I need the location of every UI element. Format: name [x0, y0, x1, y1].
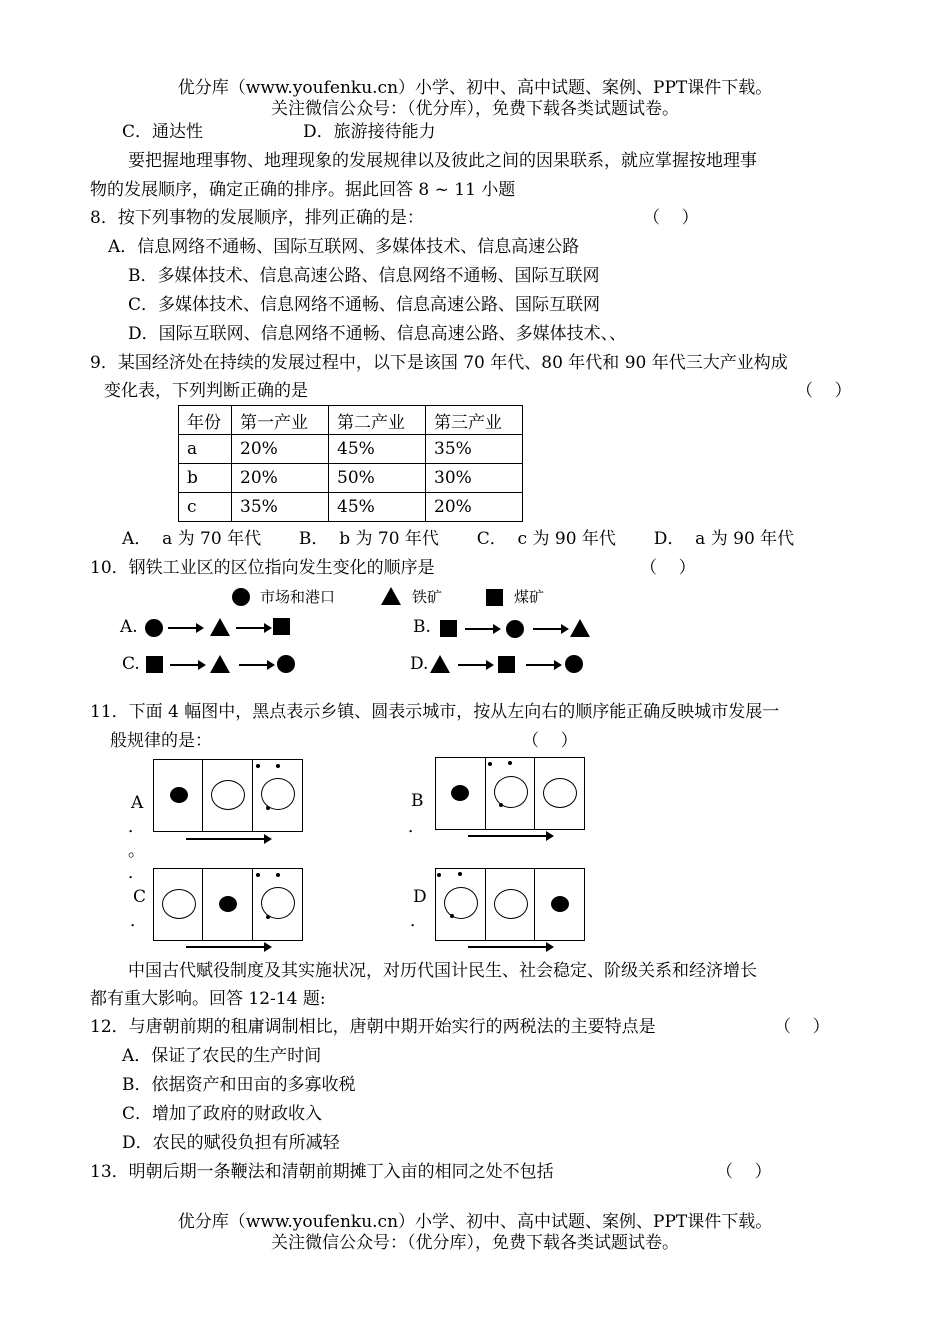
arrow-icon [186, 946, 270, 948]
q11-option-c-label: C [133, 887, 147, 907]
square-coal-icon [486, 589, 503, 606]
q10-option-a-label: A. [120, 617, 138, 637]
page-header-line1: 优分库（www.youfenku.cn）小学、初中、高中试题、案例、PPT课件下载。 [177, 78, 773, 98]
circle-market-icon [232, 588, 250, 606]
arrow-icon [239, 664, 273, 666]
page-footer-line1: 优分库（www.youfenku.cn）小学、初中、高中试题、案例、PPT课件下载。 [177, 1212, 773, 1232]
circle-market-icon [145, 619, 163, 637]
q10-option-c-label: C. [122, 654, 140, 674]
table-row [179, 464, 523, 493]
town-dot-icon [458, 872, 462, 876]
city-circle-icon [162, 889, 196, 919]
town-dot-icon [451, 785, 469, 801]
town-dot-icon [551, 896, 569, 912]
table-header-cell: 第二产业 [329, 406, 426, 435]
city-circle-icon [261, 887, 295, 919]
table-cell: 45% [329, 435, 426, 464]
q11-dot: ． [408, 817, 425, 837]
q11-option-a-label: A [131, 793, 144, 813]
q9-stem-line1: 9．某国经济处在持续的发展过程中，以下是该国 70 年代、80 年代和 90 年代三大产业构成 [90, 353, 788, 373]
q11-dot: ． [130, 911, 147, 931]
table-cell: 35% [232, 493, 329, 522]
q11-answer-paren: （ ） [522, 731, 578, 751]
legend-market-label: 市场和港口 [260, 588, 336, 606]
arrow-icon [458, 664, 492, 666]
prev-option-c: C．通达性 [122, 122, 204, 142]
town-dot-icon [499, 803, 503, 807]
q10-answer-paren: （ ） [640, 558, 696, 578]
triangle-iron-icon [210, 618, 230, 636]
table-cell: 35% [426, 435, 523, 464]
q12-option-b: B．依据资产和田亩的多寡收税 [122, 1075, 356, 1095]
town-dot-icon [219, 896, 237, 912]
triangle-iron-icon [210, 655, 230, 673]
q11-option-d-label: D [413, 887, 427, 907]
q10-stem: 10．钢铁工业区的区位指向发生变化的顺序是 [90, 558, 435, 578]
table-cell: b [179, 464, 232, 493]
table-cell: 20% [426, 493, 523, 522]
town-dot-icon [266, 915, 270, 919]
q13-stem: 13．明朝后期一条鞭法和清朝前期摊丁入亩的相同之处不包括 [90, 1162, 554, 1182]
q8-option-b: B．多媒体技术、信息高速公路、信息网络不通畅、国际互联网 [128, 266, 600, 286]
triangle-iron-icon [570, 619, 590, 637]
arrow-icon [526, 664, 560, 666]
square-coal-icon [273, 618, 290, 635]
arrow-icon [186, 838, 270, 840]
square-coal-icon [146, 656, 163, 673]
city-circle-icon [261, 778, 295, 810]
table-cell: c [179, 493, 232, 522]
prev-option-d: D．旅游接待能力 [303, 122, 436, 142]
arrow-icon [468, 946, 552, 948]
circle-market-icon [277, 655, 295, 673]
town-dot-icon [256, 764, 260, 768]
intro2-paragraph-line2: 都有重大影响。回答 12-14 题: [90, 989, 326, 1009]
table-cell: 20% [232, 464, 329, 493]
table-row [179, 493, 523, 522]
arrow-icon [168, 627, 202, 629]
table-cell: 20% [232, 435, 329, 464]
legend-coal-label: 煤矿 [514, 588, 545, 606]
square-coal-icon [498, 656, 515, 673]
q11-mark: 。 [128, 841, 145, 861]
arrow-icon [533, 628, 567, 630]
city-circle-icon [494, 889, 528, 919]
q8-option-d: D．国际互联网、信息网络不通畅、信息高速公路、多媒体技术、、 [128, 324, 627, 344]
q12-stem: 12．与唐朝前期的租庸调制相比，唐朝中期开始实行的两税法的主要特点是 [90, 1017, 656, 1037]
table-header-cell: 年份 [179, 406, 232, 435]
circle-market-icon [506, 620, 524, 638]
triangle-iron-icon [430, 655, 450, 673]
q11-stem-line2: 般规律的是： [110, 731, 212, 751]
q12-option-a: A．保证了农民的生产时间 [122, 1046, 322, 1066]
q12-answer-paren: （ ） [774, 1017, 830, 1037]
q10-option-b-label: B. [413, 617, 431, 637]
triangle-iron-icon [381, 587, 401, 605]
table-header-row [179, 406, 523, 435]
table-header-cell: 第三产业 [426, 406, 523, 435]
page-footer-line2: 关注微信公众号：（优分库），免费下载各类试题试卷。 [271, 1233, 679, 1253]
table-cell: 30% [426, 464, 523, 493]
q13-answer-paren: （ ） [716, 1162, 772, 1182]
intro-paragraph-line2: 物的发展顺序，确定正确的排序。据此回答 8 ~ 11 小题 [90, 180, 516, 200]
city-circle-icon [543, 778, 577, 808]
table-cell: 50% [329, 464, 426, 493]
page-header-line2: 关注微信公众号：（优分库），免费下载各类试题试卷。 [271, 99, 679, 119]
q9-answer-paren: （ ） [796, 381, 852, 401]
q8-option-a: A．信息网络不通畅、国际互联网、多媒体技术、信息高速公路 [108, 237, 580, 257]
table-cell: 45% [329, 493, 426, 522]
q10-option-d-label: D. [410, 654, 429, 674]
arrow-icon [465, 628, 499, 630]
arrow-icon [468, 835, 552, 837]
q11-dot: ． [410, 911, 427, 931]
q11-dot: ． [128, 817, 145, 837]
q8-option-c: C．多媒体技术、信息网络不通畅、信息高速公路、国际互联网 [128, 295, 601, 315]
city-circle-icon [211, 780, 245, 810]
table-cell: a [179, 435, 232, 464]
q11-dot: ． [128, 863, 145, 883]
q11-option-b-label: B [411, 791, 424, 811]
town-dot-icon [266, 806, 270, 810]
q8-answer-paren: （ ） [643, 208, 699, 228]
q12-option-c: C．增加了政府的财政收入 [122, 1104, 323, 1124]
table-header-cell: 第一产业 [232, 406, 329, 435]
q8-stem: 8．按下列事物的发展顺序，排列正确的是： [90, 208, 424, 228]
legend-iron-label: 铁矿 [412, 588, 443, 606]
town-dot-icon [450, 914, 454, 918]
arrow-icon [236, 627, 270, 629]
town-dot-icon [170, 787, 188, 803]
town-dot-icon [276, 873, 280, 877]
town-dot-icon [256, 873, 260, 877]
intro2-paragraph-line1: 中国古代赋役制度及其实施状况，对历代国计民生、社会稳定、阶级关系和经济增长 [128, 961, 757, 981]
town-dot-icon [508, 761, 512, 765]
town-dot-icon [488, 762, 492, 766]
q9-stem-line2: 变化表，下列判断正确的是 [104, 381, 308, 401]
table-row [179, 435, 523, 464]
town-dot-icon [437, 873, 441, 877]
q9-options: A． a 为 70 年代 B． b 为 70 年代 C． c 为 90 年代 D． a 为 90 年代 [122, 529, 795, 549]
q11-stem-line1: 11．下面 4 幅图中，黑点表示乡镇、圆表示城市，按从左向右的顺序能正确反映城市发展一 [90, 702, 780, 722]
city-circle-icon [444, 887, 478, 919]
industry-structure-table [178, 405, 523, 522]
arrow-icon [170, 664, 204, 666]
q12-option-d: D．农民的赋役负担有所减轻 [122, 1133, 340, 1153]
intro-paragraph-line1: 要把握地理事物、地理现象的发展规律以及彼此之间的因果联系，就应掌握按地理事 [128, 151, 757, 171]
circle-market-icon [565, 655, 583, 673]
town-dot-icon [276, 764, 280, 768]
square-coal-icon [440, 620, 457, 637]
